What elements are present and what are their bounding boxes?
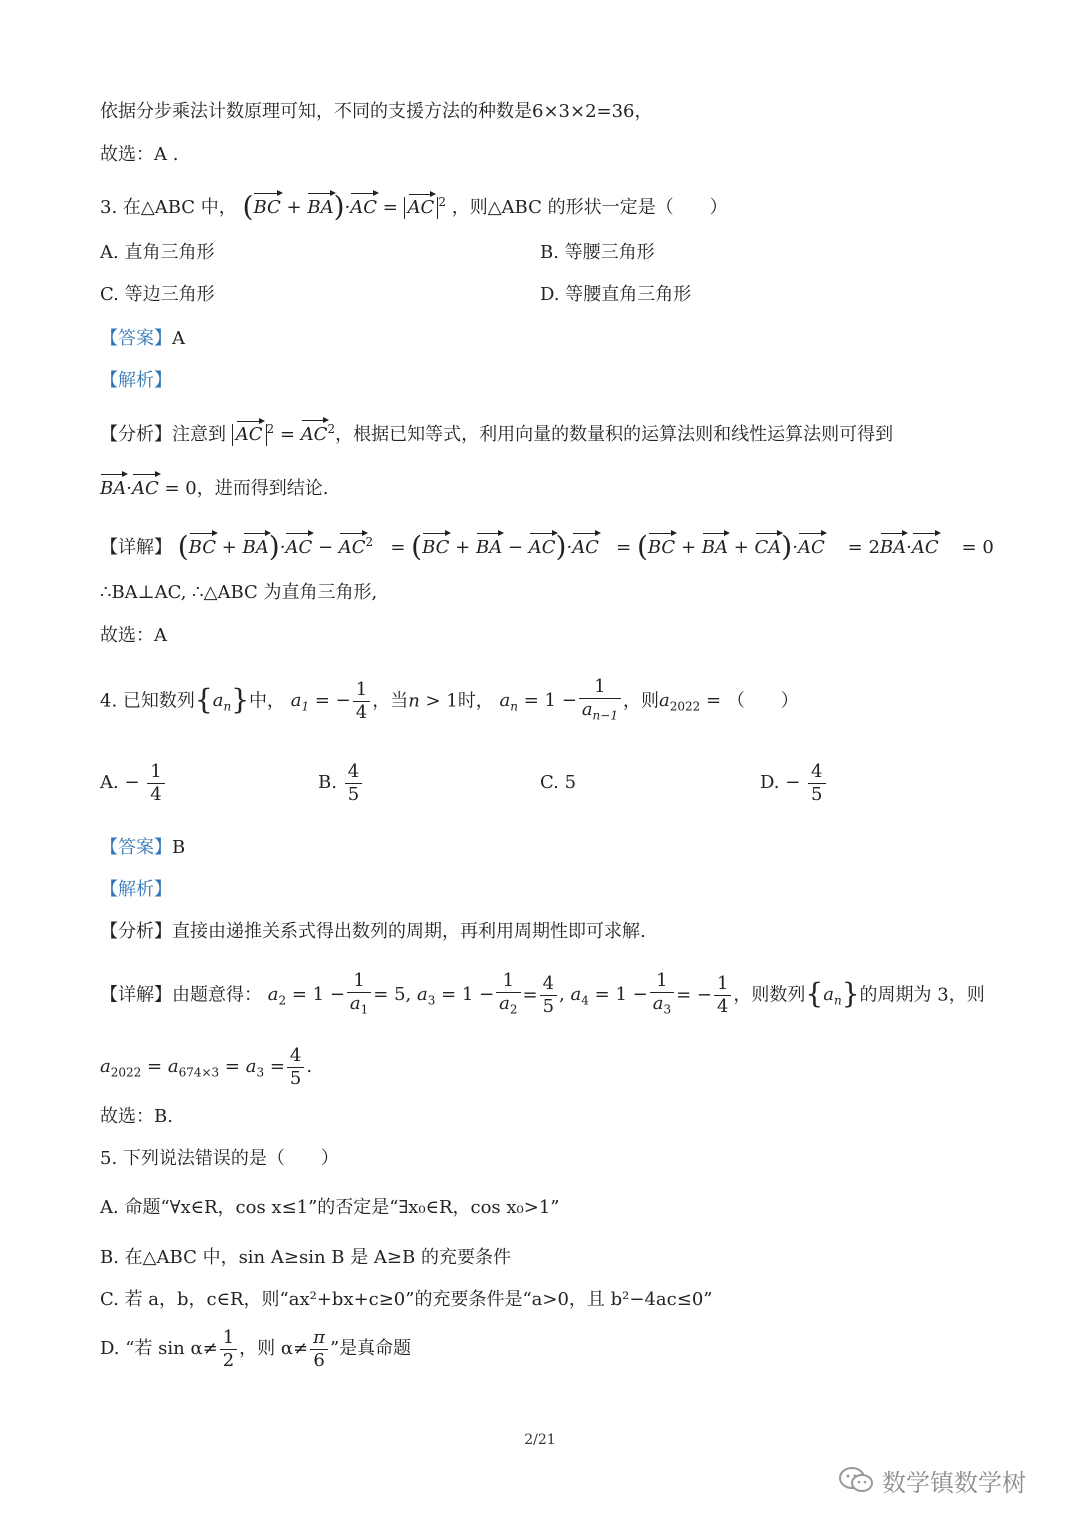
xiangjie-3: 【详解】 $(BC + BA)\cdot AC - AC^2 = (BC$ + BA − AC)·AC = (BC + BA + CA)·AC = 2BA·AC = 0 bbox=[100, 530, 994, 563]
fenxi-4: 【分析】直接由递推关系式得出数列的周期，再利用周期性即可求解. bbox=[100, 921, 646, 942]
q4-option-d: D. − $\frac{4}{5}$ bbox=[760, 760, 828, 806]
q3-option-b: B. 等腰三角形 bbox=[540, 242, 655, 263]
q3-equation: (BC + BA)·AC = AC $^2$ bbox=[242, 190, 446, 223]
choose-4: 故选：B. bbox=[100, 1106, 173, 1127]
fenxi-3-cont: BA·AC = 0，进而得到结论. bbox=[100, 478, 329, 499]
analysis-tag-4: 【解析】 bbox=[100, 879, 172, 900]
q3-option-a: A. 直角三角形 bbox=[100, 242, 215, 263]
question-5: 5. 下列说法错误的是（ ） bbox=[100, 1148, 339, 1169]
xiangjie-4-cont: $a_{2022} = a_{674\times 3} = a_3$ = $\frac{4}{5}$ . bbox=[100, 1044, 313, 1089]
watermark-text: 数学镇数学树 bbox=[882, 1468, 1026, 1497]
q5-option-b: B. 在△ABC 中，sin A≥sin B 是 A≥B 的充要条件 bbox=[100, 1247, 511, 1268]
choose-3: 故选：A bbox=[100, 625, 167, 646]
page-number: 2/21 bbox=[524, 1432, 556, 1448]
q3-option-c: C. 等边三角形 bbox=[100, 284, 215, 305]
question-3: 3. 在△ABC 中， (BC + BA)·AC = AC $^2$ ，则△ABC 的形状一定是（ ） bbox=[100, 190, 728, 223]
xiangjie-4: 【详解】由题意得： $a_2 = 1$ − $\frac{1}{a_1}$ = 5, $a_3 = 1$ − $\frac{1}{a_2}$ = $\frac{4}{5}$ , $a_4 = 1$ − $\frac{1}{a_3}$ = − $\frac{1}{4}$ ，则数列$\{a_n\}$的周期为 3，则 bbox=[100, 970, 985, 1017]
q4-option-a: A. − $\frac{1}{4}$ bbox=[100, 760, 167, 806]
question-4: 4. 已知数列$\{a_n\}$中， $a_1$ = − $\frac{1}{4}$ ，当n > 1时， $a_n = 1$ − $\frac{1}{a_{n-1}}$ ，则$a_{2022}$ = （ ） bbox=[100, 676, 799, 723]
watermark bbox=[838, 1462, 1053, 1498]
therefore-3: ∴BA⊥AC, ∴△ABC 为直角三角形, bbox=[100, 582, 378, 603]
line-choose-a: 故选：A . bbox=[100, 144, 179, 165]
q5-option-d: D. “若 sin α≠ $\frac{1}{2}$ ，则 α≠ $\frac{\pi}{6}$ ”是真命题 bbox=[100, 1326, 412, 1371]
wechat-icon bbox=[838, 1466, 874, 1494]
analysis-tag-3: 【解析】 bbox=[100, 370, 172, 391]
fenxi-3: 【分析】注意到 AC $^2 = AC^2$，根据已知等式，利用向量的数量积的运算法则和线性运算法则可得到 bbox=[100, 422, 894, 445]
q5-option-a: A. 命题“∀x∈R，cos x≤1”的否定是“∃x₀∈R，cos x₀>1” bbox=[100, 1197, 560, 1218]
answer-4: 【答案】B bbox=[100, 837, 186, 858]
answer-3: 【答案】A bbox=[100, 328, 185, 349]
q4-option-c: C. 5 bbox=[540, 772, 577, 793]
q4-option-b: B. $\frac{4}{5}$ bbox=[318, 760, 364, 806]
line-counting: 依据分步乘法计数原理可知，不同的支援方法的种数是6×3×2=36， bbox=[100, 101, 653, 122]
q5-option-c: C. 若 a，b，c∈R，则“ax²+bx+c≥0”的充要条件是“a>0，且 b²−4ac≤0” bbox=[100, 1289, 713, 1310]
q3-option-d: D. 等腰直角三角形 bbox=[540, 284, 692, 305]
